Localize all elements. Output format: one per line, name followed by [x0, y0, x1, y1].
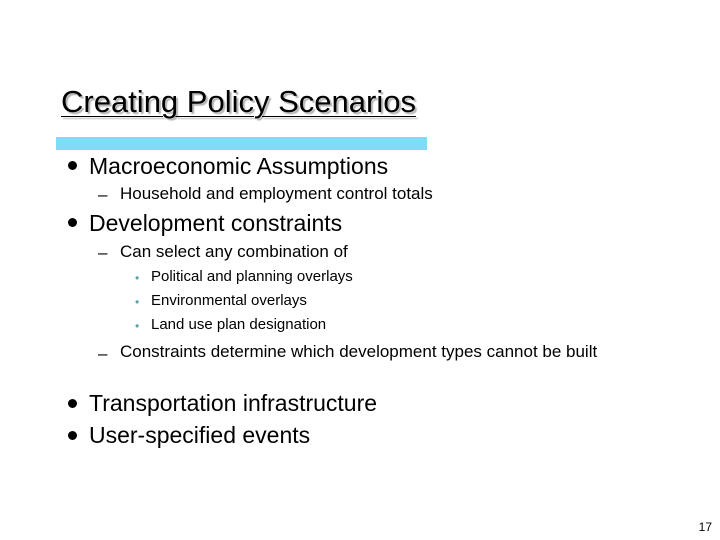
- item-land-use-plan-designation: Land use plan designation: [151, 316, 327, 333]
- small-bullet: •: [135, 271, 140, 285]
- sub-bullet-select-combination: Can select any combination of: [120, 242, 348, 261]
- small-bullet: •: [135, 295, 140, 309]
- dash-bullet: –: [98, 243, 108, 262]
- slide-title: Creating Policy Scenarios: [61, 84, 416, 119]
- item-political-planning-overlays: Political and planning overlays: [151, 268, 353, 285]
- title-accent-bar: [56, 137, 427, 150]
- page-number: 17: [698, 520, 712, 534]
- dash-bullet: –: [98, 344, 108, 363]
- sub-bullet-constraints-determine: Constraints determine which development types cannot be built: [120, 342, 598, 361]
- bullet-development-constraints: Development constraints: [89, 210, 343, 236]
- bullet-dot: [68, 161, 77, 170]
- bullet-dot: [68, 399, 77, 408]
- item-environmental-overlays: Environmental overlays: [151, 292, 307, 309]
- dash-bullet: –: [98, 185, 108, 204]
- bullet-user-specified-events: User-specified events: [89, 422, 311, 448]
- bullet-dot: [68, 431, 77, 440]
- bullet-dot: [68, 218, 77, 227]
- bullet-transportation-infrastructure: Transportation infrastructure: [89, 390, 378, 416]
- sub-bullet-control-totals: Household and employment control totals: [120, 184, 433, 203]
- small-bullet: •: [135, 319, 140, 333]
- bullet-macroeconomic-assumptions: Macroeconomic Assumptions: [89, 153, 389, 179]
